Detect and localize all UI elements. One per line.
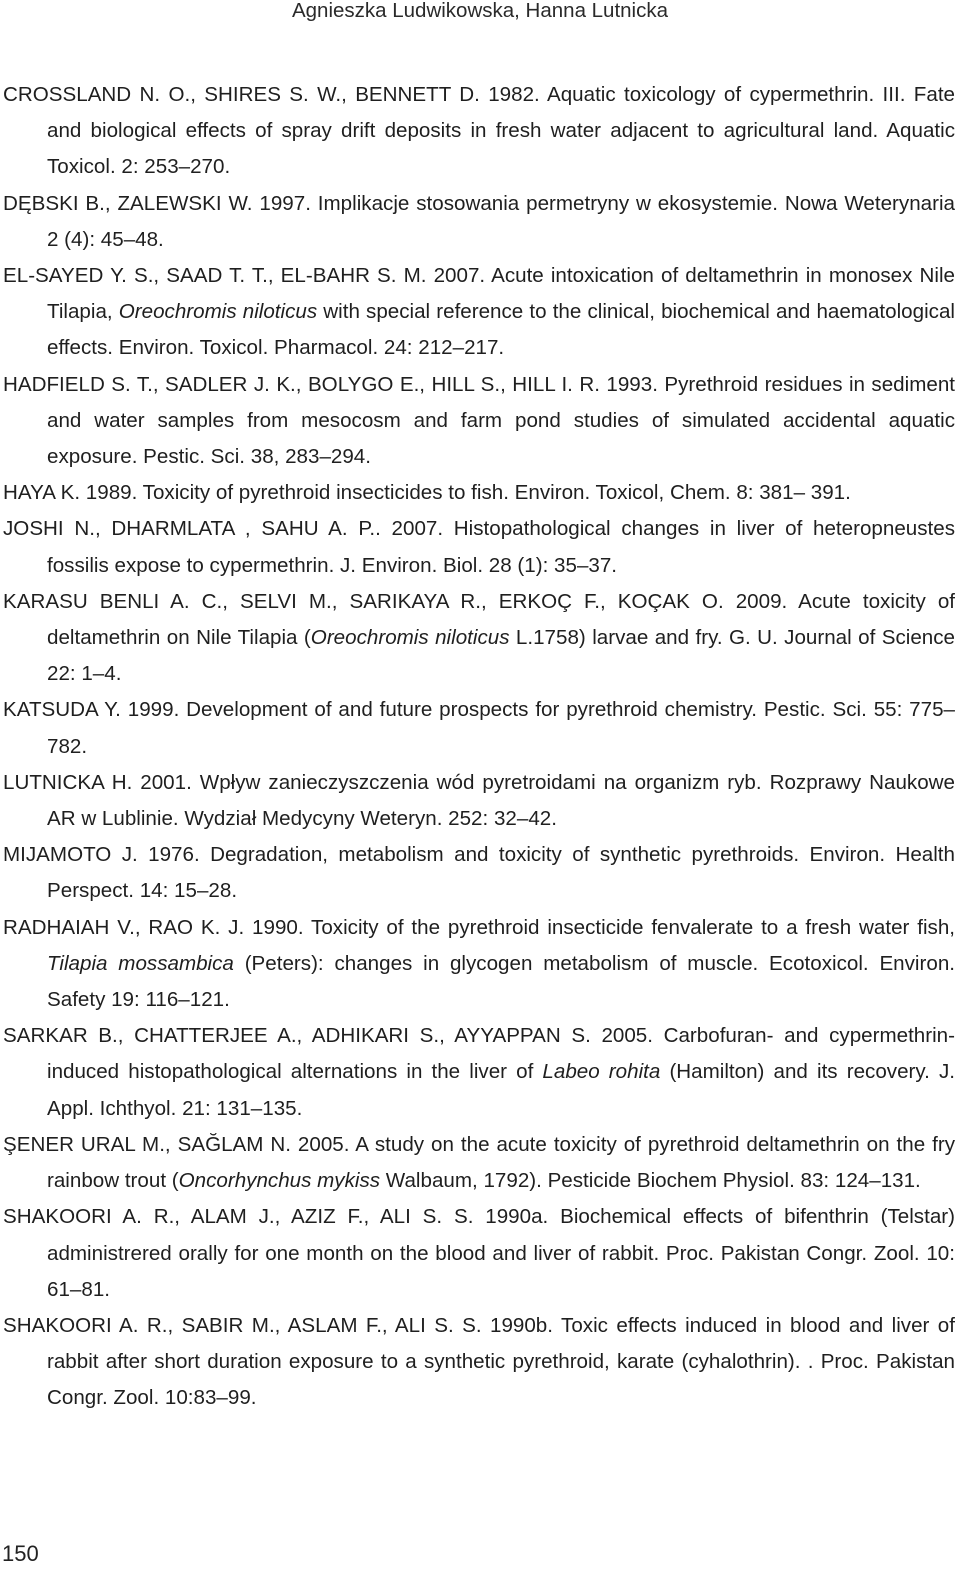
reference-text: with special reference to the clinical, biochemical and haematological effects. Environ. Toxicol. Pharmacol. 24: 212–217.	[47, 300, 955, 360]
reference-text: CROSSLAND N. O., SHIRES S. W., BENNETT D. 1982. Aquatic toxicology of cypermethrin. III. Fate and biological effects of spray drift deposits in fresh water adjacent to agricultural land. Aquatic Toxicol. 2: 253–270.	[3, 83, 955, 179]
reference-list	[3, 77, 955, 1417]
reference-text: (Peters): changes in glycogen metabolism of muscle. Ecotoxicol. Environ. Safety 19: 116–121.	[47, 951, 955, 1012]
reference-text: EL-SAYED Y. S., SAAD T. T., EL-BAHR S. M. 2007. Acute intoxication of deltamethrin in monosex Nile Tilapia,	[3, 264, 955, 324]
reference-species-name: Oreochromis niloticus	[118, 300, 318, 324]
reference-species-name: Oreochromis niloticus	[310, 626, 510, 650]
reference-text: RADHAIAH V., RAO K. J. 1990. Toxicity of the pyrethroid insecticide fenvalerate to a fresh water fish,	[3, 915, 955, 939]
reference-text: Walbaum, 1792). Pesticide Biochem Physiol. 83: 124–131.	[380, 1169, 921, 1193]
reference-entry	[3, 475, 955, 511]
reference-entry	[3, 258, 955, 367]
reference-text: SHAKOORI A. R., SABIR M., ASLAM F., ALI S. S. 1990b. Toxic effects induced in blood and liver of rabbit after short duration exposure to a synthetic pyrethroid, karate (cyhalothrin). . Proc. Pakistan Congr. Zool. 10:83–99.	[3, 1313, 955, 1410]
page-number: 150	[2, 1541, 39, 1566]
reference-entry	[3, 910, 955, 1019]
reference-text: SARKAR B., CHATTERJEE A., ADHIKARI S., AYYAPPAN S. 2005. Carbofuran- and cypermethrin-induced histopathological alternations in the liver of	[3, 1024, 955, 1084]
reference-entry	[3, 1018, 955, 1127]
reference-entry	[3, 584, 955, 693]
reference-entry	[3, 186, 955, 258]
reference-species-name: Labeo rohita	[542, 1060, 661, 1084]
reference-entry	[3, 367, 955, 476]
reference-text: HADFIELD S. T., SADLER J. K., BOLYGO E., HILL S., HILL I. R. 1993. Pyrethroid residues in sediment and water samples from mesocosm and farm pond studies of simulated accidental aquatic exposure. Pestic. Sci. 38, 283–294.	[3, 372, 955, 469]
reference-entry	[3, 1127, 955, 1199]
reference-text: SHAKOORI A. R., ALAM J., AZIZ F., ALI S. S. 1990a. Biochemical effects of bifenthrin (Telstar) administrered orally for one month on the blood and liver of rabbit. Proc. Pakistan Congr. Zool. 10: 61–81.	[3, 1205, 955, 1301]
reference-entry	[3, 1199, 955, 1308]
reference-entry	[3, 692, 955, 764]
reference-text: LUTNICKA H. 2001. Wpływ zanieczyszczenia wód pyretroidami na organizm ryb. Rozprawy Naukowe AR w Lublinie. Wydział Medycyny Weteryn. 252: 32–42.	[3, 770, 955, 831]
reference-entry	[3, 765, 955, 837]
reference-entry	[3, 1308, 955, 1417]
reference-text: KARASU BENLI A. C., SELVI M., SARIKAYA R., ERKOÇ F., KOÇAK O. 2009. Acute toxicity of deltamethrin on Nile Tilapia (	[3, 589, 955, 650]
reference-text: DĘBSKI B., ZALEWSKI W. 1997. Implikacje stosowania permetryny w ekosystemie. Nowa Weterynaria 2 (4): 45–48.	[3, 191, 955, 251]
reference-text: HAYA K. 1989. Toxicity of pyrethroid insecticides to fish. Environ. Toxicol, Chem. 8: 381– 391.	[3, 481, 851, 505]
reference-entry	[3, 511, 955, 583]
reference-text: L.1758) larvae and fry. G. U. Journal of Science 22: 1–4.	[47, 626, 955, 686]
running-header: Agnieszka Ludwikowska, Hanna Lutnicka	[291, 0, 669, 22]
reference-text: (Hamilton) and its recovery. J. Appl. Ichthyol. 21: 131–135.	[47, 1060, 956, 1120]
reference-text: JOSHI N., DHARMLATA , SAHU A. P.. 2007. Histopathological changes in liver of heteropneustes fossilis expose to cypermethrin. J. Environ. Biol. 28 (1): 35–37.	[3, 517, 955, 577]
reference-text: ŞENER URAL M., SAĞLAM N. 2005. A study on the acute toxicity of pyrethroid deltamethrin on the fry rainbow trout (	[3, 1132, 955, 1193]
reference-text: KATSUDA Y. 1999. Development of and future prospects for pyrethroid chemistry. Pestic. Sci. 55: 775–782.	[3, 698, 955, 758]
reference-entry	[3, 837, 955, 909]
reference-species-name: Tilapia mossambica	[47, 951, 234, 975]
reference-species-name: Oncorhynchus mykiss	[178, 1169, 381, 1193]
reference-entry	[3, 77, 955, 186]
reference-text: MIJAMOTO J. 1976. Degradation, metabolism and toxicity of synthetic pyrethroids. Environ. Health Perspect. 14: 15–28.	[3, 843, 955, 903]
